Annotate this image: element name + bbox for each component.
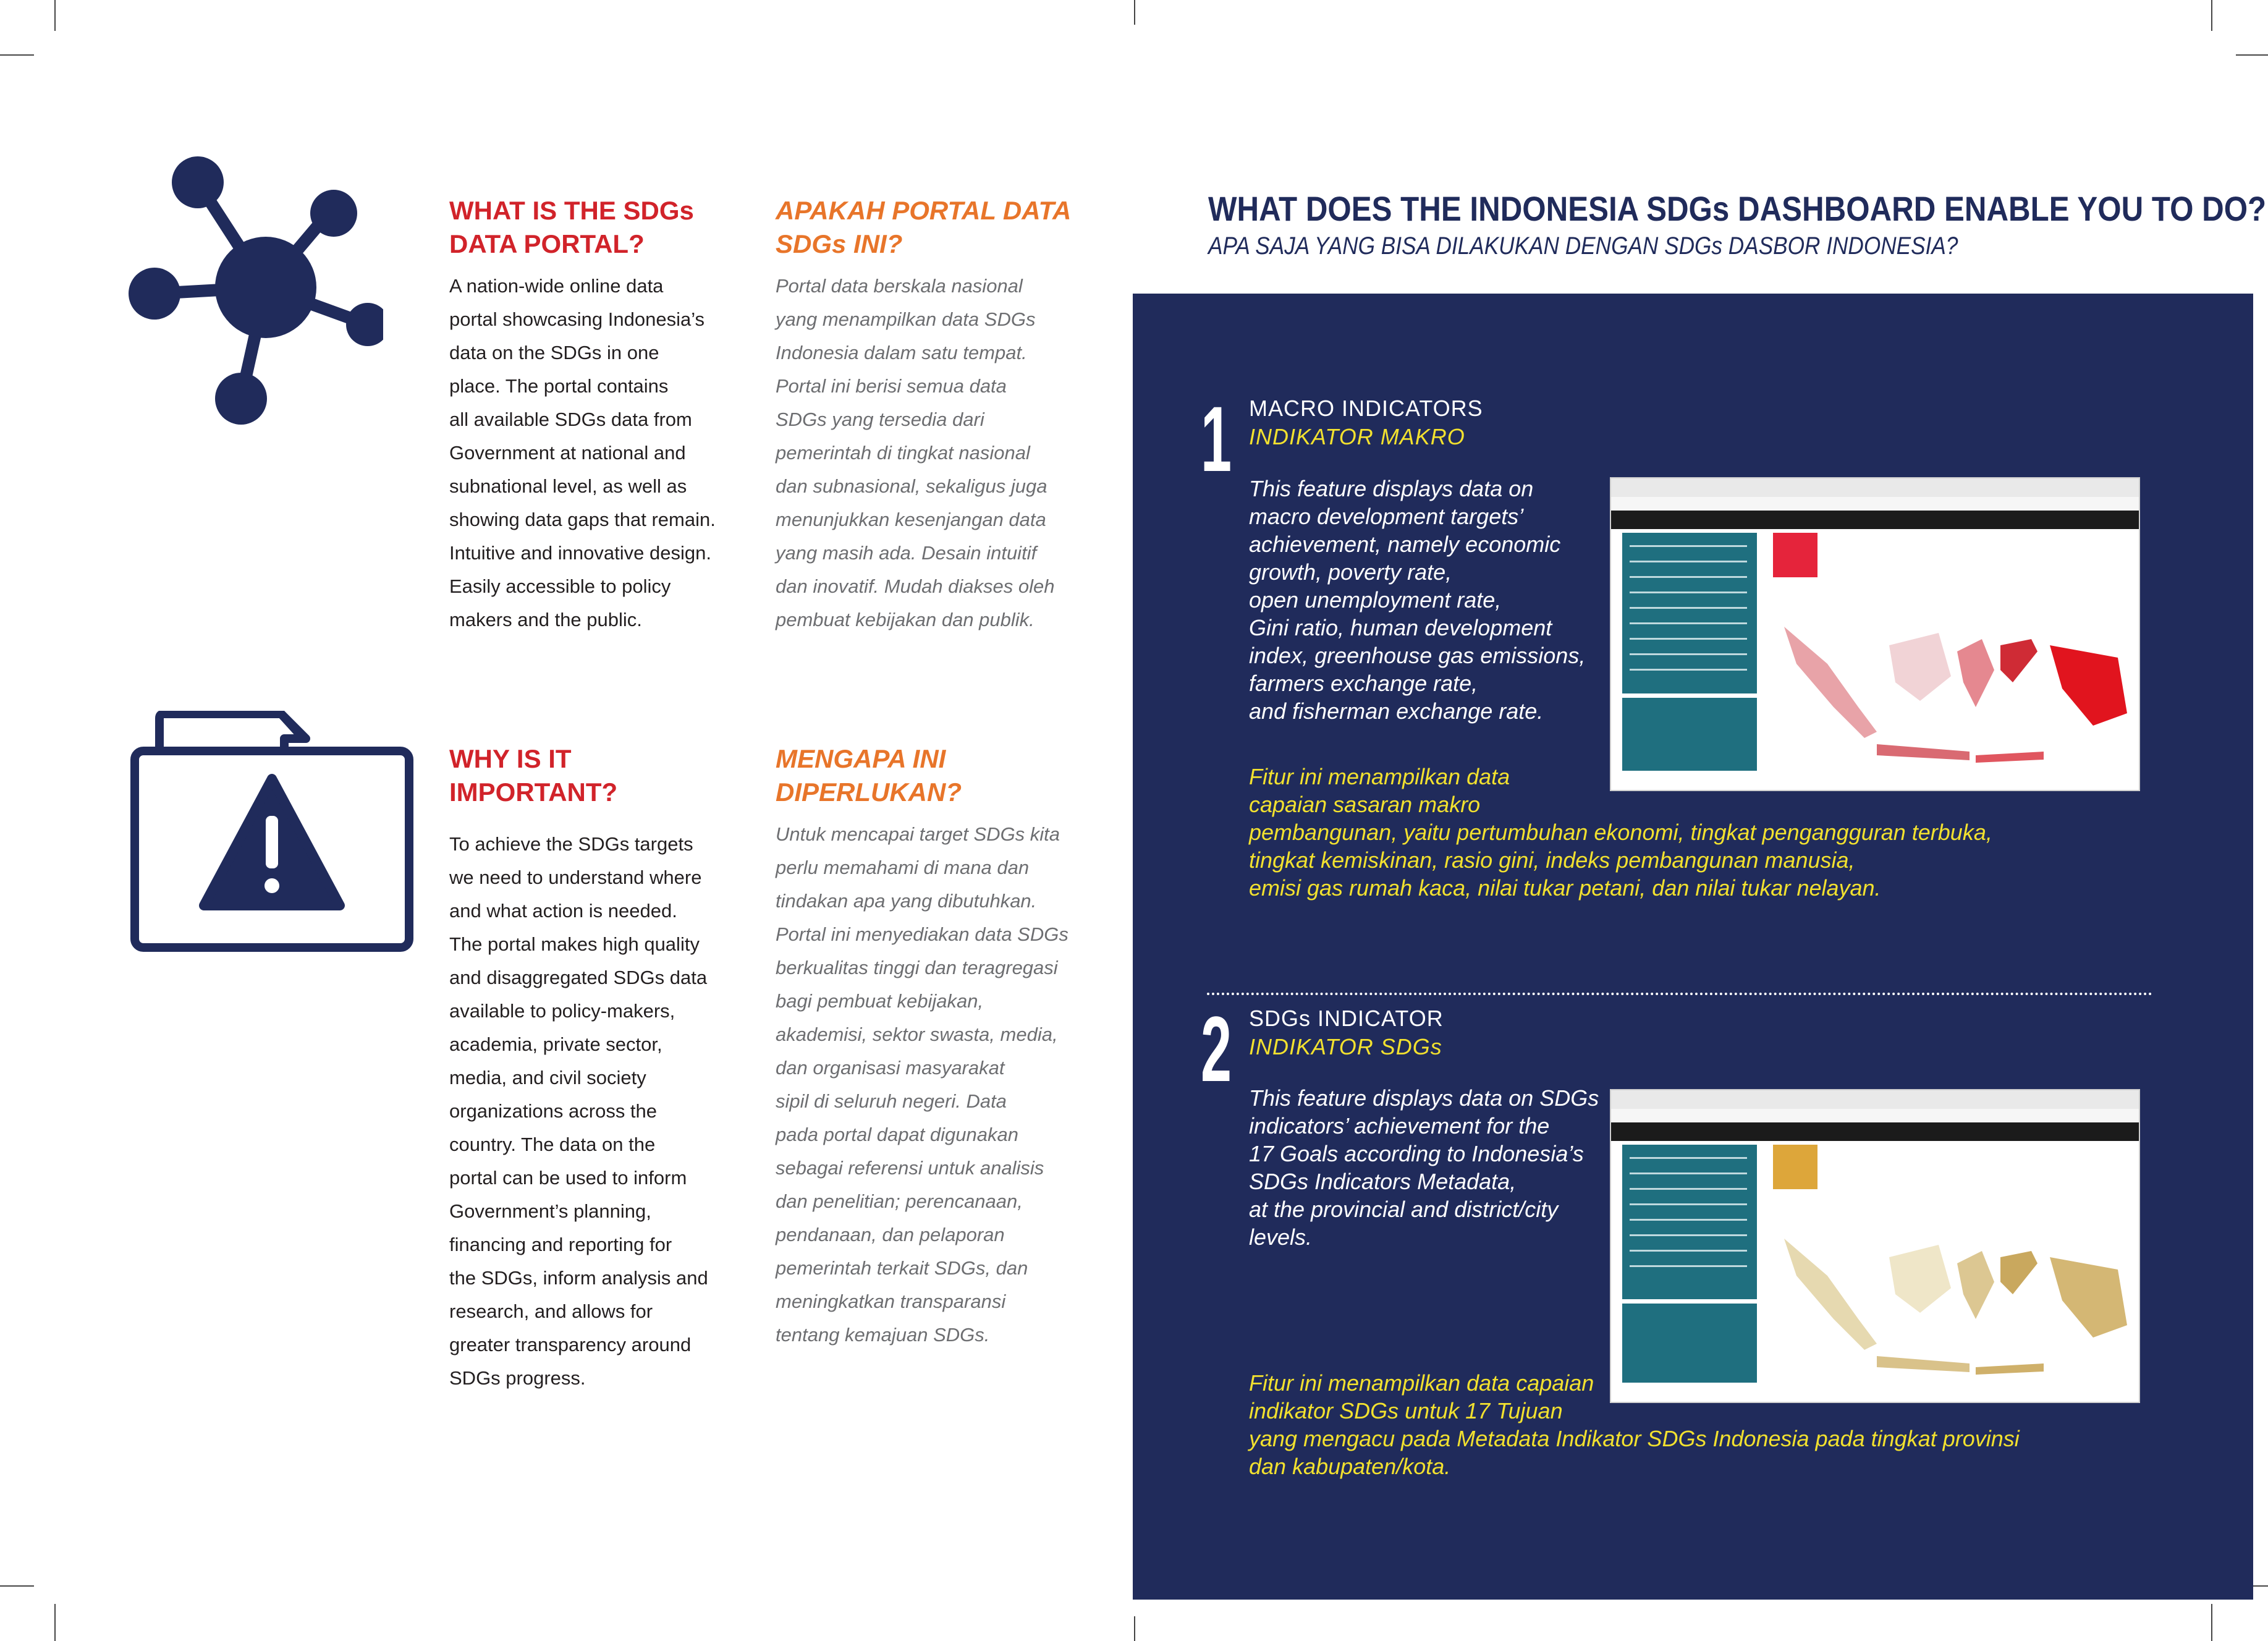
dashboard-heading-id: APA SAJA YANG BISA DILAKUKAN DENGAN SDGs DASBOR INDONESIA? [1208, 232, 1958, 260]
feature-2-body-en: This feature displays data on SDGs indicators’ achievement for the 17 Goals according to Indonesia’s SDGs Indicators Metadata, at the provincial and district/city levels. [1249, 1085, 1599, 1250]
apakah-title-line1: APAKAH PORTAL DATA [776, 196, 1072, 225]
feature-1-body-en: This feature displays data on macro development targets’ achievement, namely economic growth, poverty rate, open unemployment rate, Gini ratio, human development index, greenhouse gas emissions, farmers exchange rate, and fisherman exchange rate. [1249, 476, 1586, 724]
what-is-title-line1: WHAT IS THE SDGs [449, 196, 694, 225]
sdg-goal-tile [1773, 1145, 1817, 1189]
what-is-section-en [449, 194, 746, 637]
browser-tab-bar [1611, 478, 2139, 497]
indonesia-map [1772, 1202, 2130, 1387]
apakah-body-id: Portal data berskala nasional yang menampilkan data SDGs Indonesia dalam satu tempat. Portal ini berisi semua data SDGs yang tersedia dari pemerintah di tingkat nasional dan subnasional, sekaligus juga menunjukkan kesenjangan data yang masih ada. Desain intuitif dan inovatif. Mudah diakses oleh pembuat kebijakan dan publik. [776, 275, 1055, 630]
mengapa-body-id: Untuk mencapai target SDGs kita perlu memahami di mana dan tindakan apa yang dibutuhkan. Portal ini menyediakan data SDGs berkualitas tinggi dan teragregasi bagi pembuat kebijakan, akademisi, sektor swasta, media, dan organisasi masyarakat sipil di seluruh negeri. Data pada portal dapat digunakan sebagai referensi untuk analisis dan penelitian; perencanaan, pendanaan, dan pelaporan pemerintah terkait SDGs, dan meningkatkan transparansi tentang kemajuan SDGs. [776, 823, 1068, 1346]
crop-mark [0, 54, 34, 56]
why-important-section-en [449, 742, 746, 1395]
crop-mark [1134, 1616, 1135, 1641]
browser-tab-bar [1611, 1090, 2139, 1109]
crop-mark [0, 1585, 34, 1587]
browser-address-bar [1611, 1109, 2139, 1123]
mengapa-section-id [776, 742, 1097, 1352]
indicator-list [1622, 533, 1757, 693]
feature-2-body-id: Fitur ini menampilkan data capaian indikator SDGs untuk 17 Tujuan yang mengacu pada Metadata Indikator SDGs Indonesia pada tingkat provinsi dan kabupaten/kota. [1249, 1370, 2020, 1479]
section-divider [1207, 993, 2152, 995]
crop-mark [2236, 54, 2268, 56]
feature-2-title: SDGs INDICATOR [1249, 1006, 1444, 1031]
what-is-body-en: A nation-wide online data portal showcasing Indonesia’s data on the SDGs in one place. The portal contains all available SDGs data from Government at national and subnational level, as well as showing data gaps that remain. Intuitive and innovative design. Easily accessible to policy makers and the public. [449, 275, 716, 630]
sdgs-dashboard-screenshot [1610, 1089, 2140, 1403]
dashboard-navbar [1611, 511, 2139, 529]
crop-mark [1134, 0, 1135, 25]
dashboard-heading-en: WHAT DOES THE INDONESIA SDGs DASHBOARD ENABLE YOU TO DO? [1208, 189, 2267, 228]
why-important-title: WHY IS IT IMPORTANT? [449, 744, 618, 807]
network-icon [124, 151, 383, 436]
browser-address-bar [1611, 497, 2139, 511]
macro-dashboard-screenshot [1610, 477, 2140, 791]
dashboard-navbar [1611, 1122, 2139, 1141]
crop-mark [2211, 1604, 2212, 1641]
feature-2-subtitle: INDIKATOR SDGs [1249, 1034, 1442, 1059]
why-important-body-en: To achieve the SDGs targets we need to understand where and what action is needed. The portal makes high quality and disaggregated SDGs data available to policy-makers, academia, private sector, media, and civil society organizations across the country. The data on the portal can be used to inform Government’s planning, financing and reporting for the SDGs, inform analysis and research, and allows for greater transparency around SDGs progress. [449, 833, 708, 1389]
what-is-section-id [776, 194, 1097, 637]
indonesia-map [1772, 590, 2130, 775]
crop-mark [2211, 0, 2212, 31]
year-list [1622, 1304, 1757, 1383]
mengapa-title-line1: MENGAPA INI [776, 744, 946, 773]
feature-1-number: 1 [1201, 387, 1232, 491]
year-list [1622, 698, 1757, 771]
mengapa-title-line2: DIPERLUKAN? [776, 778, 962, 807]
crop-mark [54, 0, 56, 31]
warning-folder-icon [130, 711, 414, 952]
feature-1-subtitle: INDIKATOR MAKRO [1249, 424, 1465, 449]
feature-1-body-id: Fitur ini menampilkan data capaian sasaran makro pembangunan, yaitu pertumbuhan ekonomi, tingkat pengangguran terbuka, tingkat kemiskinan, rasio gini, indeks pembangunan manusia, emisi gas rumah kaca, nilai tukar petani, dan nilai tukar nelayan. [1249, 764, 1992, 901]
feature-1-title: MACRO INDICATORS [1249, 396, 1483, 421]
sdg-goal-tile [1773, 533, 1817, 577]
features-panel [1133, 294, 2253, 1600]
indicator-list [1622, 1145, 1757, 1299]
crop-mark [54, 1604, 56, 1641]
apakah-title-line2: SDGs INI? [776, 229, 903, 258]
what-is-title-line2: DATA PORTAL? [449, 229, 645, 258]
feature-2-number: 2 [1201, 997, 1232, 1101]
